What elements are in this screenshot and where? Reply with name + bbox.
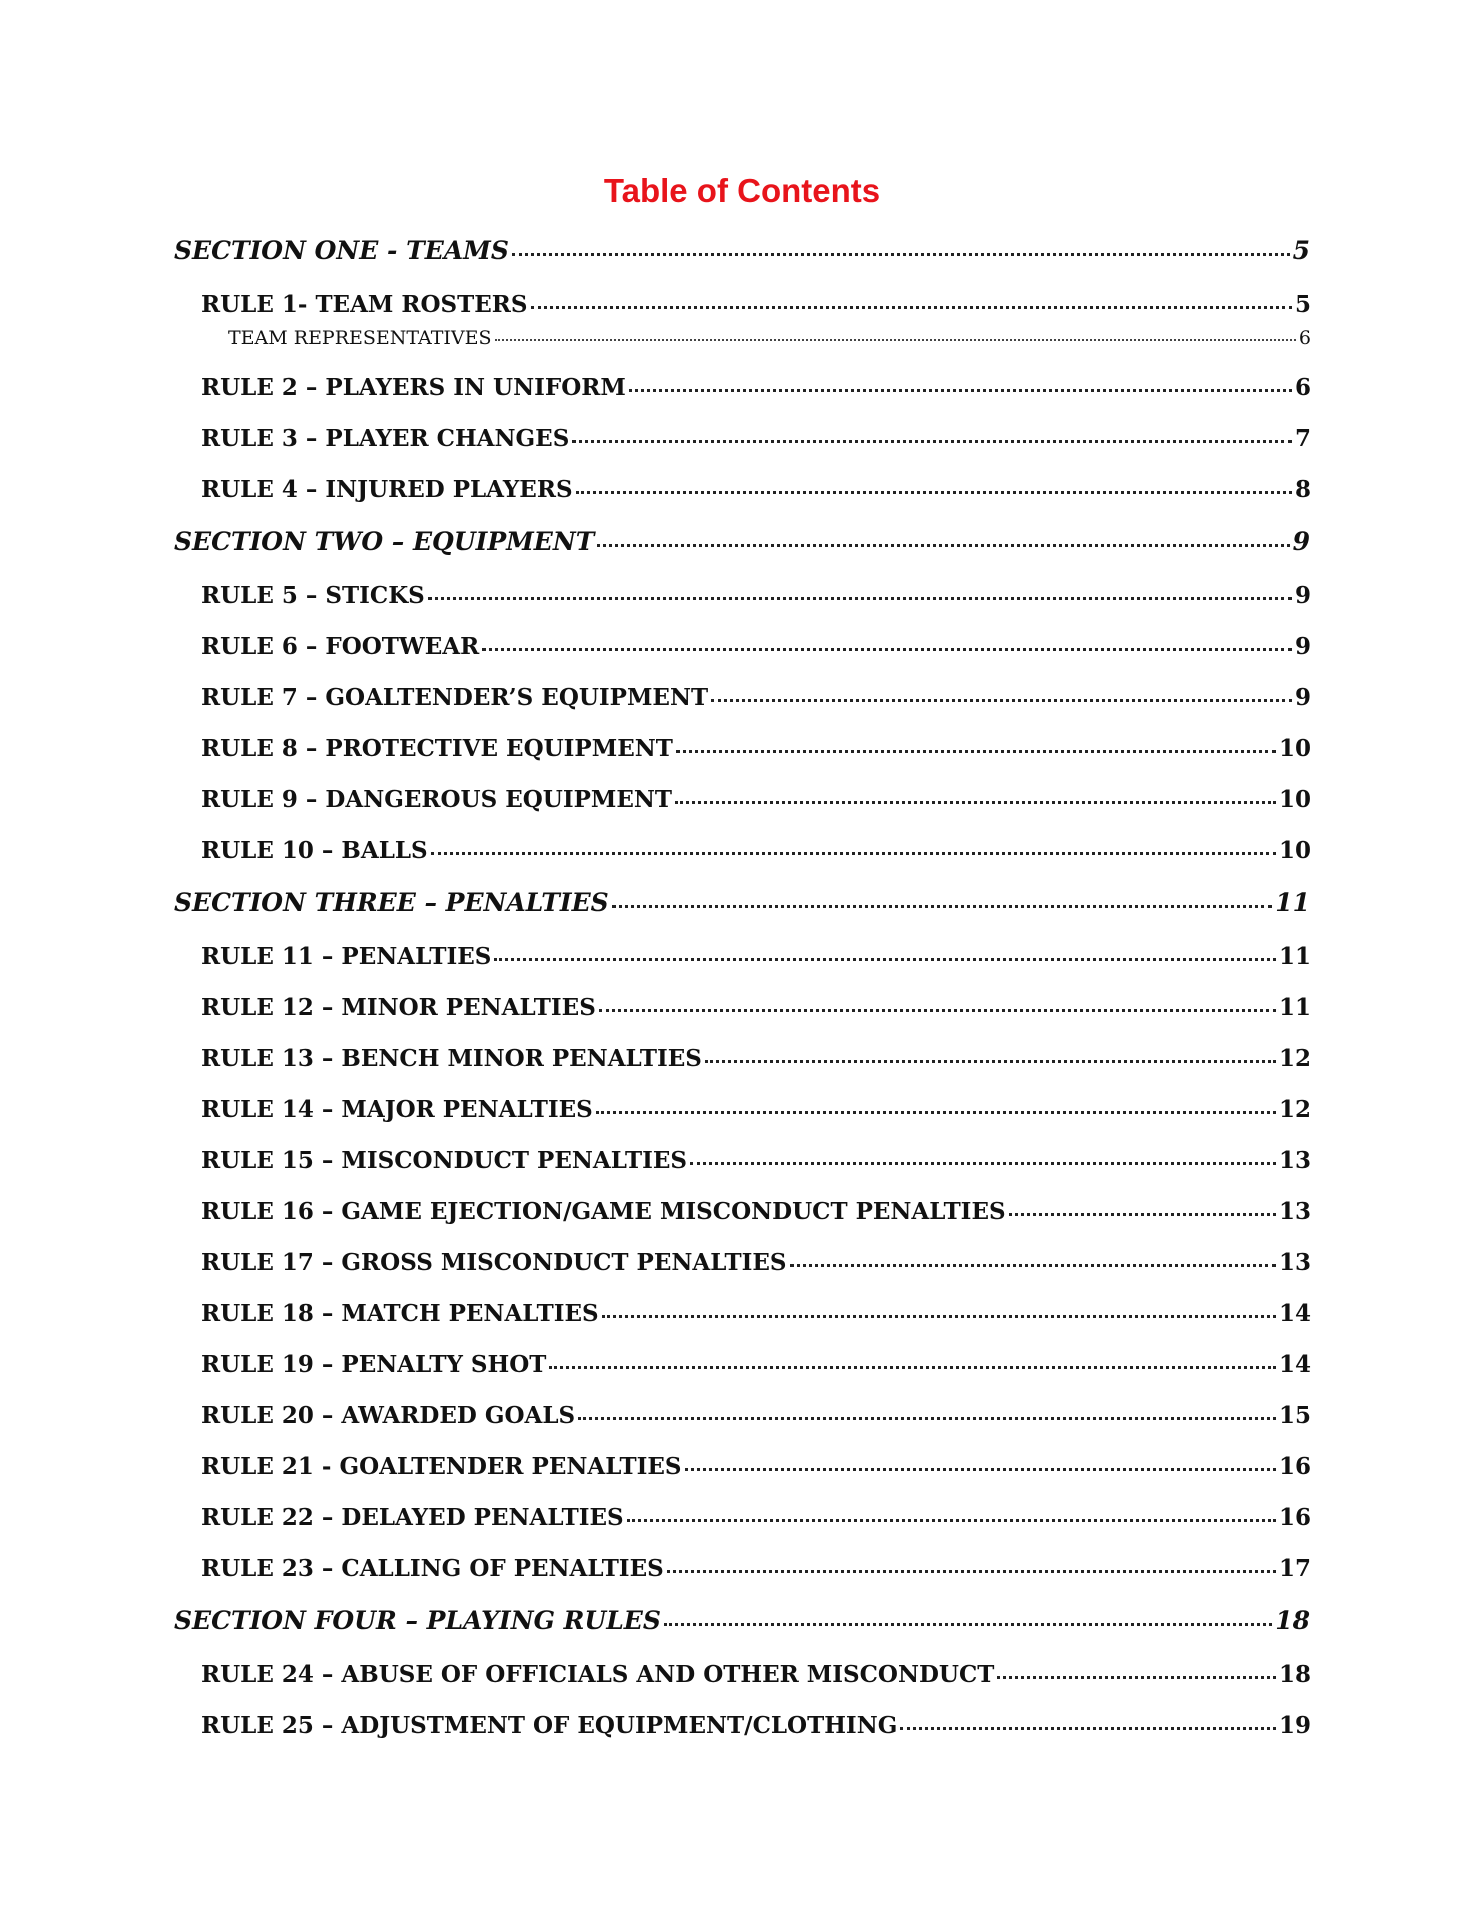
toc-entry-label: TEAM REPRESENTATIVES [228,327,492,349]
dot-leader [997,1676,1276,1679]
dot-leader [602,1315,1276,1318]
toc-entry-page: 7 [1294,425,1311,452]
dot-leader [667,1570,1276,1573]
dot-leader [900,1727,1276,1730]
dot-leader [549,1366,1276,1369]
toc-entry-label: RULE 1- TEAM ROSTERS [201,291,528,318]
toc-entry-rule-7[interactable] [201,684,1311,714]
dot-leader [531,306,1292,309]
toc-entry-page: 10 [1278,786,1311,813]
toc-entry-page: 6 [1294,374,1311,401]
dot-leader [495,339,1296,341]
toc-entry-page: 18 [1278,1661,1311,1688]
dot-leader [705,1060,1276,1063]
toc-entry-page: 12 [1278,1045,1311,1072]
toc-entry-rule-8[interactable] [201,735,1311,765]
toc-entry-label: RULE 13 – BENCH MINOR PENALTIES [201,1045,702,1072]
toc-entry-label: RULE 17 – GROSS MISCONDUCT PENALTIES [201,1249,787,1276]
toc-entry-rule-2[interactable] [201,374,1311,404]
toc-entry-rule-1[interactable] [201,291,1311,321]
toc-entry-page: 16 [1278,1504,1311,1531]
toc-entry-section-three[interactable] [174,888,1310,920]
toc-entry-team-representatives[interactable] [228,327,1311,351]
toc-entry-rule-10[interactable] [201,837,1311,867]
toc-entry-rule-12[interactable] [201,994,1311,1024]
dot-leader [790,1264,1276,1267]
toc-entry-page: 17 [1278,1555,1311,1582]
toc-entry-rule-22[interactable] [201,1504,1311,1534]
toc-entry-label: RULE 9 – DANGEROUS EQUIPMENT [201,786,673,813]
toc-entry-rule-11[interactable] [201,943,1311,973]
dot-leader [690,1162,1276,1165]
toc-entry-page: 14 [1278,1300,1311,1327]
toc-entry-label: RULE 3 – PLAYER CHANGES [201,425,570,452]
toc-entry-rule-25[interactable] [201,1712,1311,1742]
toc-entry-label: RULE 24 – ABUSE OF OFFICIALS AND OTHER MISCONDUCT [201,1661,995,1688]
toc-entry-label: SECTION FOUR – PLAYING RULES [174,1606,661,1635]
toc-entry-label: RULE 10 – BALLS [201,837,428,864]
toc-entry-label: RULE 5 – STICKS [201,582,425,609]
toc-entry-label: RULE 2 – PLAYERS IN UNIFORM [201,374,626,401]
toc-entry-page: 9 [1294,633,1311,660]
toc-entry-page: 12 [1278,1096,1311,1123]
toc-entry-rule-20[interactable] [201,1402,1311,1432]
toc-entry-label: SECTION TWO – EQUIPMENT [174,527,595,556]
toc-entry-page: 5 [1292,236,1310,265]
toc-entry-page: 9 [1292,527,1310,556]
toc-entry-rule-21[interactable] [201,1453,1311,1483]
toc-entry-page: 15 [1278,1402,1311,1429]
dot-leader [428,597,1292,600]
dot-leader [685,1468,1276,1471]
toc-entry-rule-6[interactable] [201,633,1311,663]
toc-entry-rule-16[interactable] [201,1198,1311,1228]
toc-entry-label: RULE 22 – DELAYED PENALTIES [201,1504,624,1531]
dot-leader [711,699,1292,702]
toc-title: Table of Contents [603,172,881,209]
toc-entry-label: RULE 20 – AWARDED GOALS [201,1402,576,1429]
toc-entry-page: 19 [1278,1712,1311,1739]
dot-leader [572,440,1292,443]
toc-entry-label: RULE 23 – CALLING OF PENALTIES [201,1555,664,1582]
toc-entry-rule-4[interactable] [201,476,1311,506]
toc-entry-page: 14 [1278,1351,1311,1378]
toc-entry-section-two[interactable] [174,527,1310,559]
toc-entry-page: 10 [1278,837,1311,864]
toc-entry-page: 8 [1294,476,1311,503]
dot-leader [612,905,1272,908]
toc-entry-page: 9 [1294,684,1311,711]
dot-leader [599,1009,1276,1012]
toc-entry-page: 13 [1278,1147,1311,1174]
toc-entry-label: RULE 6 – FOOTWEAR [201,633,480,660]
toc-entry-label: RULE 12 – MINOR PENALTIES [201,994,596,1021]
toc-entry-label: RULE 21 - GOALTENDER PENALTIES [201,1453,682,1480]
dot-leader [576,491,1292,494]
toc-entry-page: 13 [1278,1249,1311,1276]
toc-entry-label: RULE 14 – MAJOR PENALTIES [201,1096,593,1123]
toc-entry-rule-3[interactable] [201,425,1311,455]
dot-leader [494,958,1276,961]
toc-entry-rule-13[interactable] [201,1045,1311,1075]
toc-entry-label: RULE 7 – GOALTENDER’S EQUIPMENT [201,684,709,711]
toc-entry-page: 13 [1278,1198,1311,1225]
toc-entry-rule-18[interactable] [201,1300,1311,1330]
dot-leader [431,852,1276,855]
toc-entry-rule-19[interactable] [201,1351,1311,1381]
toc-entry-rule-24[interactable] [201,1661,1311,1691]
dot-leader [1009,1213,1276,1216]
dot-leader [629,389,1292,392]
dot-leader [512,253,1290,256]
toc-entry-page: 18 [1275,1606,1310,1635]
toc-entry-label: RULE 19 – PENALTY SHOT [201,1351,547,1378]
toc-entry-page: 9 [1294,582,1311,609]
toc-entry-rule-14[interactable] [201,1096,1311,1126]
toc-entry-label: RULE 4 – INJURED PLAYERS [201,476,573,503]
dot-leader [596,1111,1276,1114]
toc-entry-page: 6 [1298,327,1311,349]
toc-entry-rule-17[interactable] [201,1249,1311,1279]
toc-entry-page: 11 [1275,888,1310,917]
toc-entry-label: RULE 25 – ADJUSTMENT OF EQUIPMENT/CLOTHING [201,1712,898,1739]
toc-entry-page: 5 [1294,291,1311,318]
toc-entry-page: 11 [1278,994,1311,1021]
dot-leader [578,1417,1276,1420]
toc-entry-label: RULE 15 – MISCONDUCT PENALTIES [201,1147,688,1174]
toc-entry-page: 10 [1278,735,1311,762]
toc-entry-rule-5[interactable] [201,582,1311,612]
toc-entry-section-one[interactable] [174,236,1310,268]
toc-entry-label: RULE 8 – PROTECTIVE EQUIPMENT [201,735,673,762]
toc-entry-label: RULE 16 – GAME EJECTION/GAME MISCONDUCT PENALTIES [201,1198,1006,1225]
dot-leader [482,648,1292,651]
dot-leader [597,544,1289,547]
toc-entry-page: 11 [1278,943,1311,970]
toc-entry-label: RULE 11 – PENALTIES [201,943,492,970]
toc-entry-page: 16 [1278,1453,1311,1480]
dot-leader [627,1519,1276,1522]
toc-entry-label: SECTION ONE - TEAMS [174,236,509,265]
toc-entry-rule-9[interactable] [201,786,1311,816]
dot-leader [675,801,1276,804]
toc-entry-rule-15[interactable] [201,1147,1311,1177]
toc-entry-rule-23[interactable] [201,1555,1311,1585]
toc-entry-label: RULE 18 – MATCH PENALTIES [201,1300,599,1327]
toc-entry-section-four[interactable] [174,1606,1310,1638]
dot-leader [676,750,1276,753]
dot-leader [664,1623,1272,1626]
toc-entry-label: SECTION THREE – PENALTIES [174,888,609,917]
